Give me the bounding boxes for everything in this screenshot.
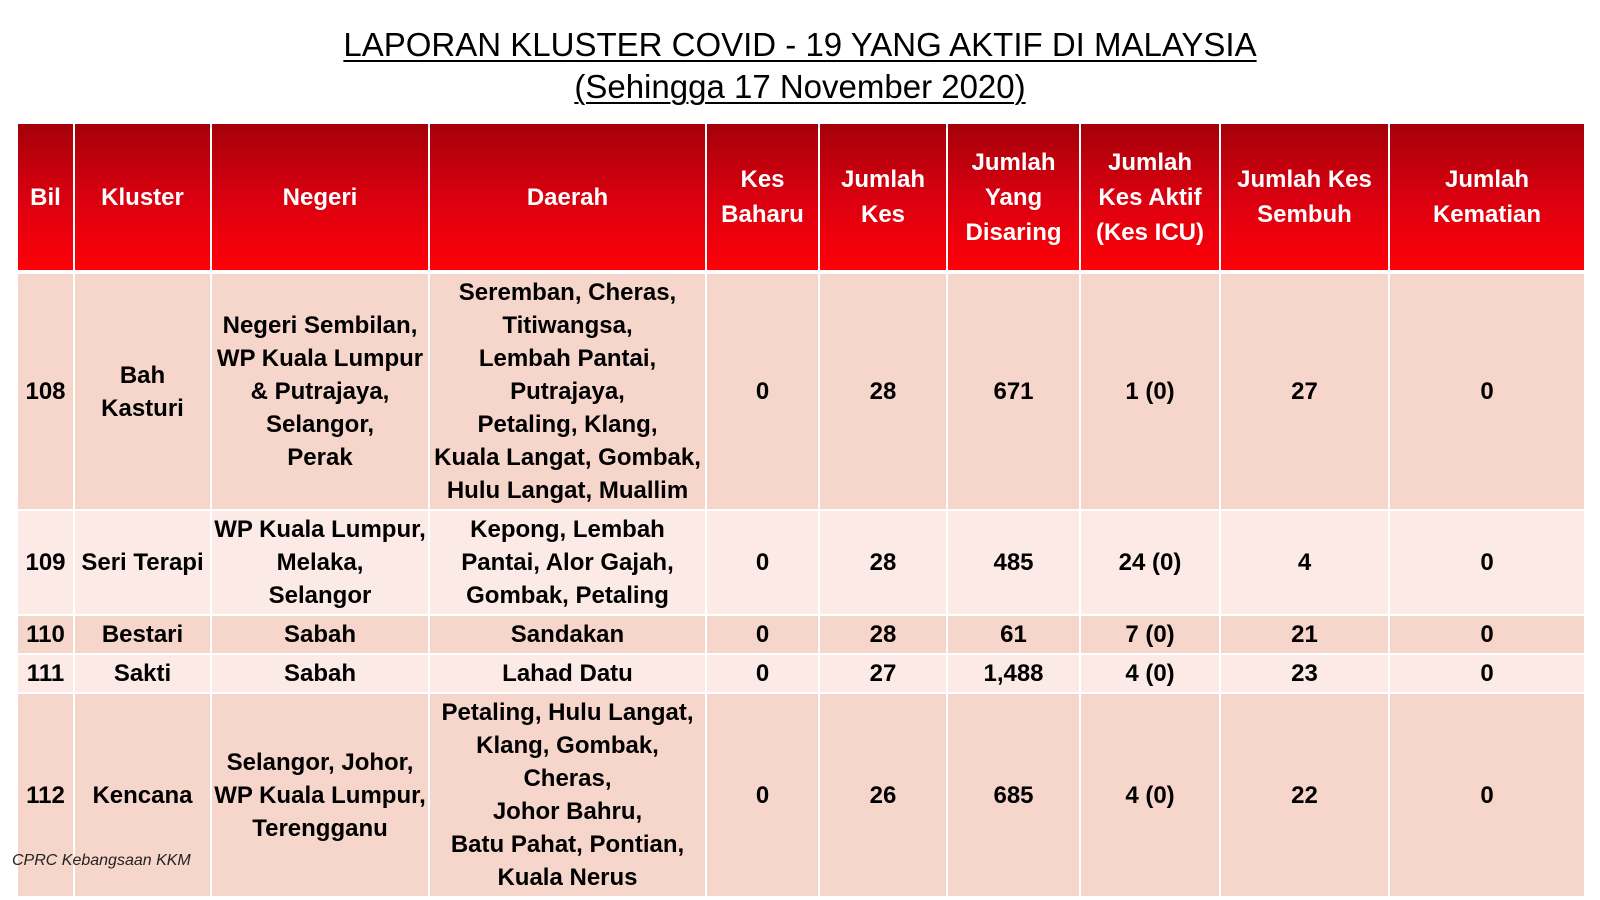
cell-negeri: Sabah — [211, 654, 429, 693]
report-title-date: (Sehingga 17 November 2020) — [574, 68, 1026, 105]
report-title — [0, 24, 1600, 108]
table-row — [17, 615, 1585, 654]
cell-kluster: Kencana — [74, 693, 211, 897]
cell-negeri: Negeri Sembilan, WP Kuala Lumpur & Putrajaya, Selangor, Perak — [211, 272, 429, 510]
cell-jumlah-kes: 26 — [819, 693, 947, 897]
cell-bil: 109 — [17, 510, 74, 615]
cell-negeri: WP Kuala Lumpur, Melaka, Selangor — [211, 510, 429, 615]
table-row — [17, 272, 1585, 510]
cell-kluster: Bah Kasturi — [74, 272, 211, 510]
cell-jumlah-kes: 28 — [819, 272, 947, 510]
cell-kematian: 0 — [1389, 615, 1585, 654]
cell-kes-baharu: 0 — [706, 693, 819, 897]
cell-kes-aktif: 4 (0) — [1080, 693, 1220, 897]
table-header — [17, 124, 1585, 272]
cell-bil: 108 — [17, 272, 74, 510]
cell-negeri: Sabah — [211, 615, 429, 654]
table-row — [17, 693, 1585, 897]
header-jumlah-disaring: Jumlah Yang Disaring — [947, 124, 1080, 272]
header-kematian: Jumlah Kematian — [1389, 124, 1585, 272]
cell-daerah: Sandakan — [429, 615, 706, 654]
table-row — [17, 654, 1585, 693]
cell-kluster: Bestari — [74, 615, 211, 654]
cell-jumlah-disaring: 671 — [947, 272, 1080, 510]
cell-bil: 110 — [17, 615, 74, 654]
header-row — [17, 124, 1585, 272]
cell-kes-baharu: 0 — [706, 654, 819, 693]
header-jumlah-kes: Jumlah Kes — [819, 124, 947, 272]
cell-kes-aktif: 24 (0) — [1080, 510, 1220, 615]
header-kluster: Kluster — [74, 124, 211, 272]
table-body — [17, 272, 1585, 897]
cell-daerah: Lahad Datu — [429, 654, 706, 693]
table-row — [17, 510, 1585, 615]
cell-kes-baharu: 0 — [706, 615, 819, 654]
cell-daerah: Seremban, Cheras, Titiwangsa, Lembah Pantai, Putrajaya, Petaling, Klang, Kuala Langat, Gombak, Hulu Langat, Muallim — [429, 272, 706, 510]
cell-bil: 112 — [17, 693, 74, 897]
cell-negeri: Selangor, Johor, WP Kuala Lumpur, Terengganu — [211, 693, 429, 897]
cell-kes-aktif: 7 (0) — [1080, 615, 1220, 654]
cell-kes-sembuh: 27 — [1220, 272, 1389, 510]
source-note: CPRC Kebangsaan KKM — [12, 852, 191, 869]
cell-jumlah-disaring: 485 — [947, 510, 1080, 615]
cell-jumlah-disaring: 1,488 — [947, 654, 1080, 693]
header-kes-baharu: Kes Baharu — [706, 124, 819, 272]
cell-kes-aktif: 4 (0) — [1080, 654, 1220, 693]
cell-kes-sembuh: 23 — [1220, 654, 1389, 693]
cell-jumlah-disaring: 685 — [947, 693, 1080, 897]
header-kes-sembuh: Jumlah Kes Sembuh — [1220, 124, 1389, 272]
header-bil: Bil — [17, 124, 74, 272]
cell-kluster: Sakti — [74, 654, 211, 693]
cell-daerah: Petaling, Hulu Langat, Klang, Gombak, Cheras, Johor Bahru, Batu Pahat, Pontian, Kuala Nerus — [429, 693, 706, 897]
cell-kematian: 0 — [1389, 272, 1585, 510]
cell-jumlah-disaring: 61 — [947, 615, 1080, 654]
cluster-table — [16, 124, 1586, 898]
cell-kes-sembuh: 22 — [1220, 693, 1389, 897]
report-title-line-1: LAPORAN KLUSTER COVID - 19 YANG AKTIF DI MALAYSIA — [343, 26, 1257, 63]
cell-kes-aktif: 1 (0) — [1080, 272, 1220, 510]
header-daerah: Daerah — [429, 124, 706, 272]
cell-bil: 111 — [17, 654, 74, 693]
cell-kematian: 0 — [1389, 654, 1585, 693]
cell-kes-baharu: 0 — [706, 510, 819, 615]
cell-daerah: Kepong, Lembah Pantai, Alor Gajah, Gombak, Petaling — [429, 510, 706, 615]
cell-kes-sembuh: 21 — [1220, 615, 1389, 654]
cell-jumlah-kes: 28 — [819, 510, 947, 615]
cell-kes-baharu: 0 — [706, 272, 819, 510]
cell-kematian: 0 — [1389, 693, 1585, 897]
header-negeri: Negeri — [211, 124, 429, 272]
cell-jumlah-kes: 28 — [819, 615, 947, 654]
cell-kematian: 0 — [1389, 510, 1585, 615]
header-kes-aktif: Jumlah Kes Aktif (Kes ICU) — [1080, 124, 1220, 272]
cell-jumlah-kes: 27 — [819, 654, 947, 693]
cell-kluster: Seri Terapi — [74, 510, 211, 615]
cell-kes-sembuh: 4 — [1220, 510, 1389, 615]
